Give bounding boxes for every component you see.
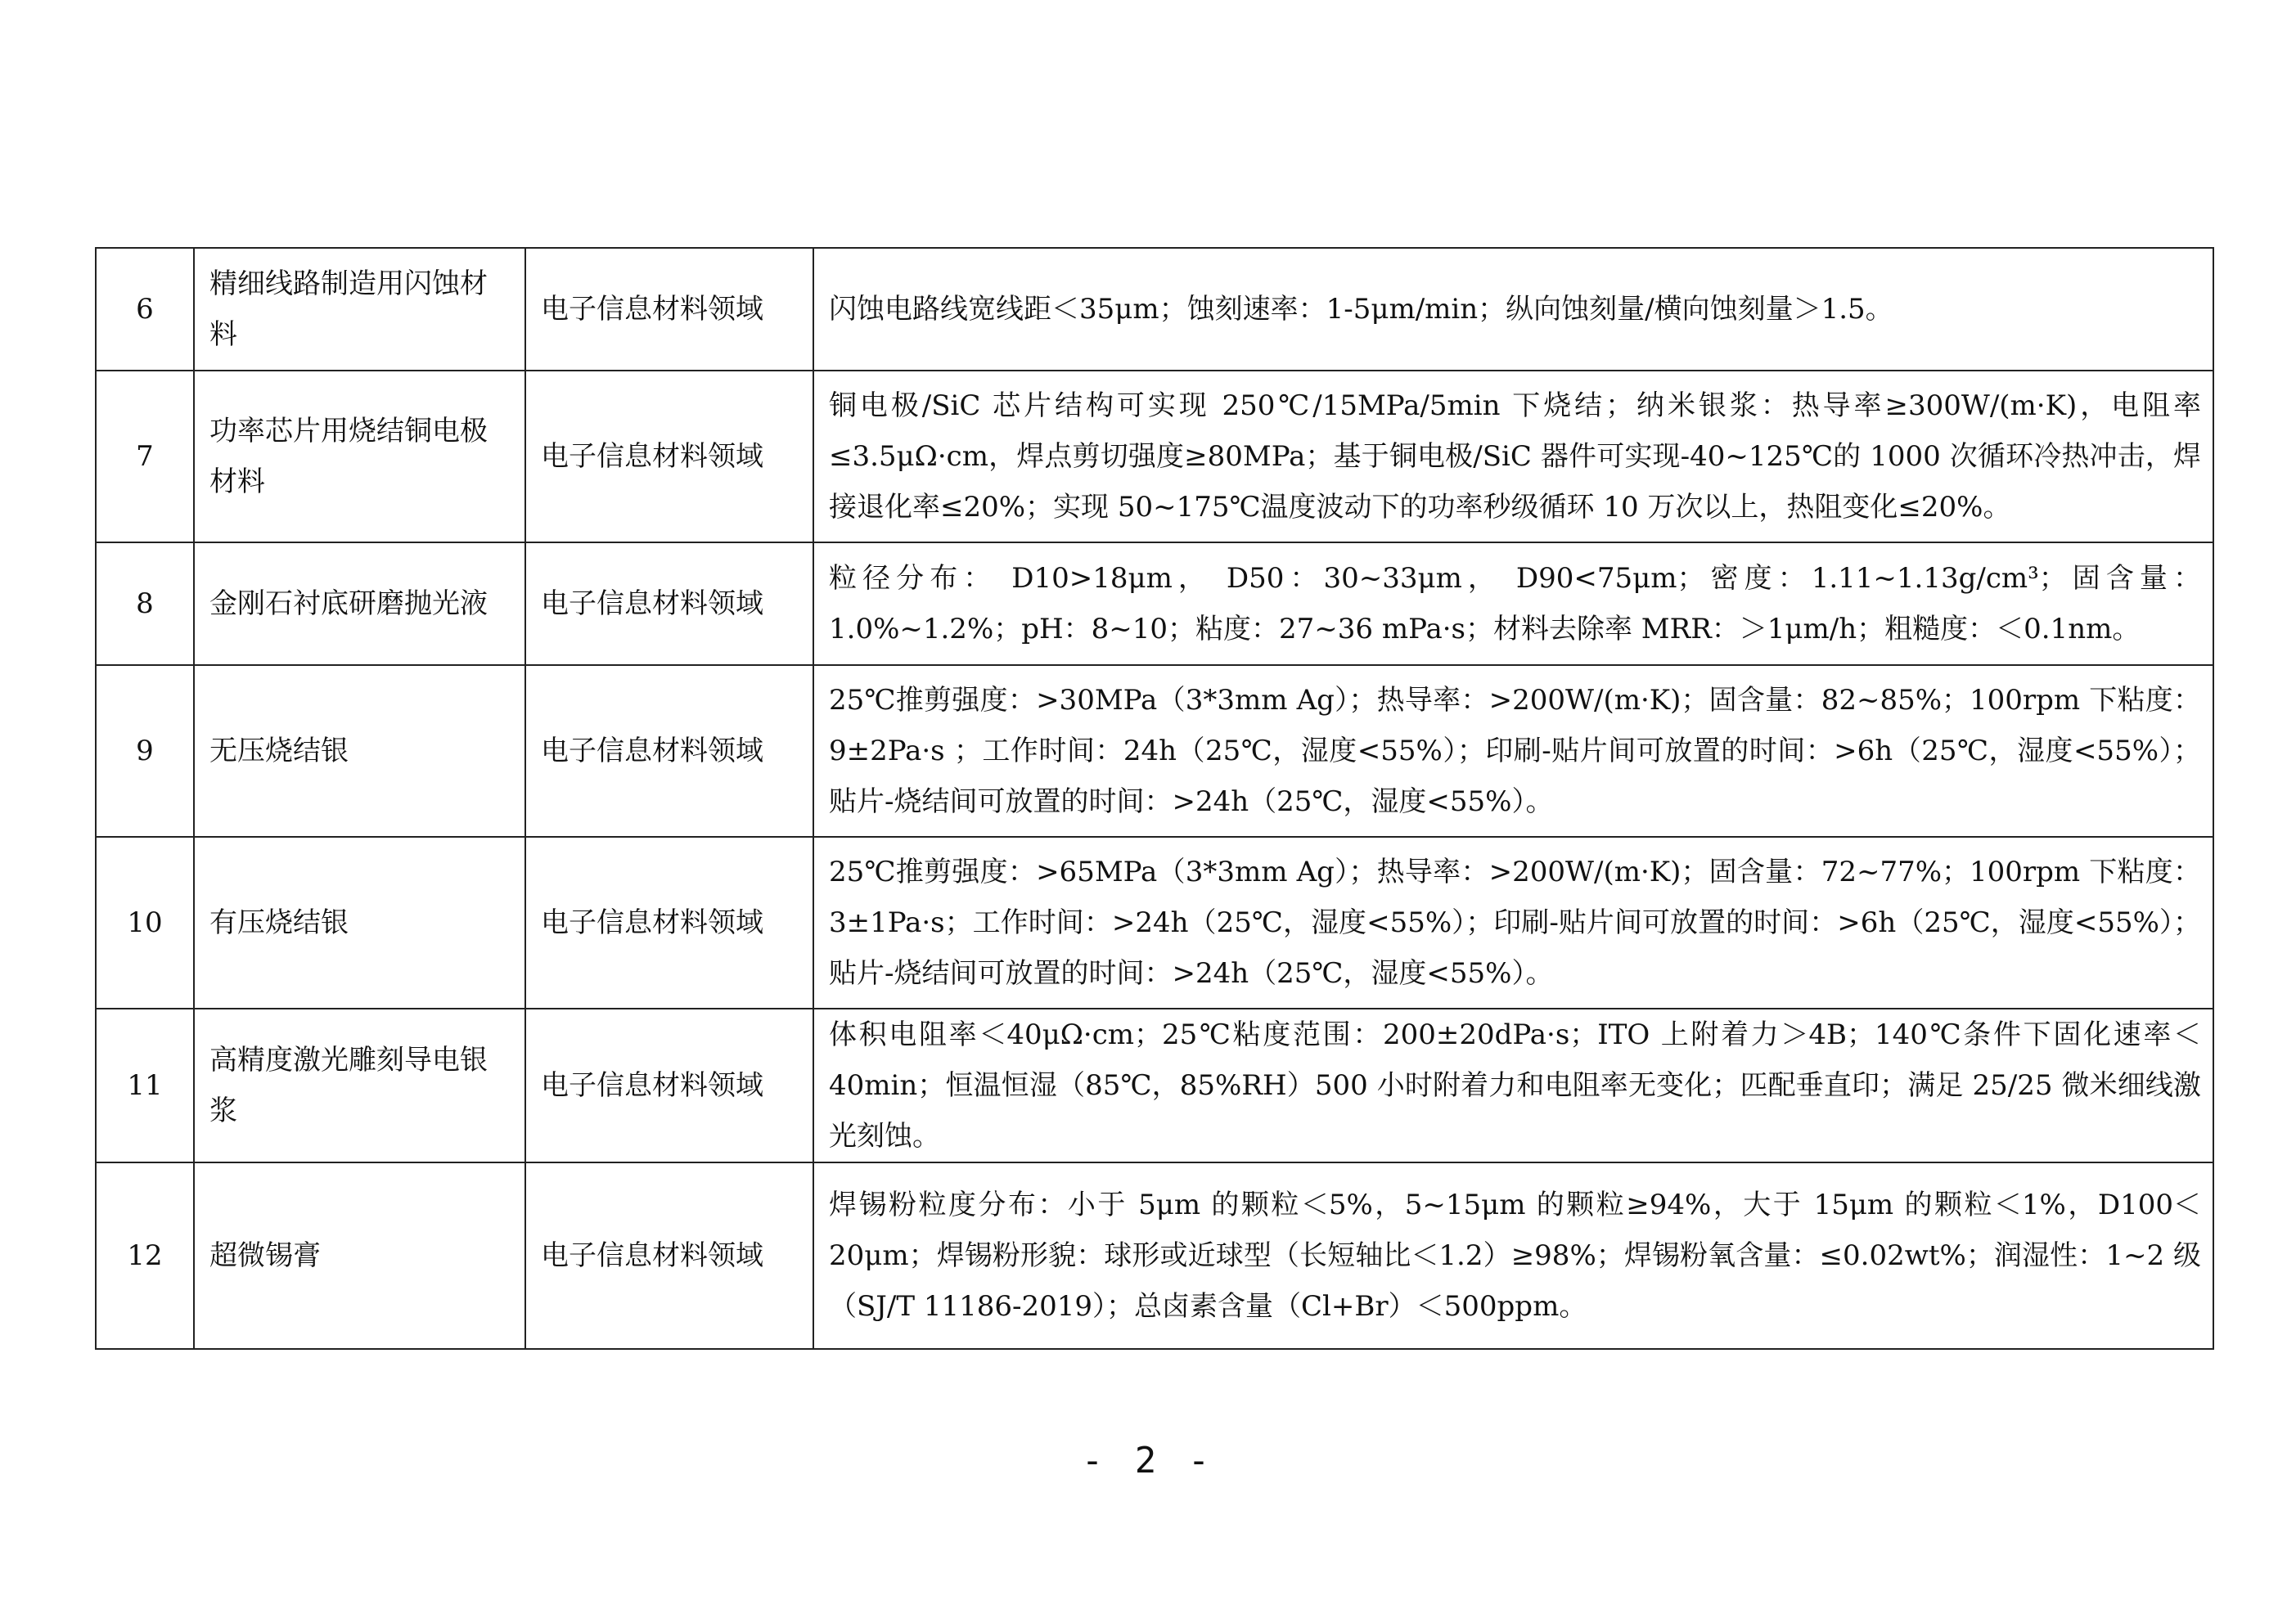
material-field: 电子信息材料领域 [525, 248, 813, 371]
material-field: 电子信息材料领域 [525, 837, 813, 1009]
specification-table [95, 247, 2214, 1350]
table-row [96, 542, 2213, 665]
row-number: 9 [96, 665, 194, 837]
row-number: 6 [96, 248, 194, 371]
material-name: 精细线路制造用闪蚀材料 [194, 248, 525, 371]
table-row [96, 371, 2213, 542]
material-field: 电子信息材料领域 [525, 371, 813, 542]
material-spec: 铜电极/SiC 芯片结构可实现 250℃/15MPa/5min 下烧结；纳米银浆：热导率≥300W/(m·K)，电阻率≤3.5μΩ·cm，焊点剪切强度≥80MPa；基于铜电极/SiC 器件可实现-40~125℃的 1000 次循环冷热冲击，焊接退化率≤20%；实现 50~175℃温度波动下的功率秒级循环 10 万次以上，热阻变化≤20%。 [813, 371, 2213, 542]
material-field: 电子信息材料领域 [525, 1009, 813, 1162]
material-field: 电子信息材料领域 [525, 542, 813, 665]
material-spec: 25℃推剪强度：>30MPa（3*3mm Ag）；热导率：>200W/(m·K)；固含量：82~85%；100rpm 下粘度：9±2Pa·s ；工作时间：24h（25℃，湿度<55%）；印刷-贴片间可放置的时间：>6h（25℃，湿度<55%）；贴片-烧结间可放置的时间：>24h（25℃，湿度<55%）。 [813, 665, 2213, 837]
table-row [96, 248, 2213, 371]
table-row [96, 837, 2213, 1009]
material-name: 超微锡膏 [194, 1162, 525, 1349]
material-spec: 粒径分布： D10>18μm， D50：30~33μm， D90<75μm；密度：1.11~1.13g/cm³；固含量：1.0%~1.2%；pH：8~10；粘度：27~36 mPa·s；材料去除率 MRR：＞1μm/h；粗糙度：＜0.1nm。 [813, 542, 2213, 665]
material-spec: 闪蚀电路线宽线距＜35μm；蚀刻速率：1-5μm/min；纵向蚀刻量/横向蚀刻量＞1.5。 [813, 248, 2213, 371]
row-number: 10 [96, 837, 194, 1009]
table-row [96, 1162, 2213, 1349]
table-row [96, 665, 2213, 837]
table-row [96, 1009, 2213, 1162]
row-number: 11 [96, 1009, 194, 1162]
material-name: 有压烧结银 [194, 837, 525, 1009]
row-number: 7 [96, 371, 194, 542]
material-field: 电子信息材料领域 [525, 665, 813, 837]
row-number: 8 [96, 542, 194, 665]
page-number: - 2 - [1081, 1440, 1215, 1481]
material-spec: 25℃推剪强度：>65MPa（3*3mm Ag）；热导率：>200W/(m·K)；固含量：72~77%；100rpm 下粘度：3±1Pa·s；工作时间：>24h（25℃，湿度<55%）；印刷-贴片间可放置的时间：>6h（25℃，湿度<55%）；贴片-烧结间可放置的时间：>24h（25℃，湿度<55%）。 [813, 837, 2213, 1009]
material-spec: 焊锡粉粒度分布：小于 5μm 的颗粒＜5%，5~15μm 的颗粒≥94%，大于 15μm 的颗粒＜1%，D100＜20μm；焊锡粉形貌：球形或近球型（长短轴比＜1.2）≥98%；焊锡粉氧含量：≤0.02wt%；润湿性：1~2 级（SJ/T 11186-2019）；总卤素含量（Cl+Br）＜500ppm。 [813, 1162, 2213, 1349]
material-field: 电子信息材料领域 [525, 1162, 813, 1349]
material-name: 功率芯片用烧结铜电极材料 [194, 371, 525, 542]
material-spec: 体积电阻率＜40μΩ·cm；25℃粘度范围：200±20dPa·s；ITO 上附着力＞4B；140℃条件下固化速率＜40min；恒温恒湿（85℃，85%RH）500 小时附着力和电阻率无变化；匹配垂直印；满足 25/25 微米细线激光刻蚀。 [813, 1009, 2213, 1162]
row-number: 12 [96, 1162, 194, 1349]
material-name: 无压烧结银 [194, 665, 525, 837]
material-name: 高精度激光雕刻导电银浆 [194, 1009, 525, 1162]
material-name: 金刚石衬底研磨抛光液 [194, 542, 525, 665]
